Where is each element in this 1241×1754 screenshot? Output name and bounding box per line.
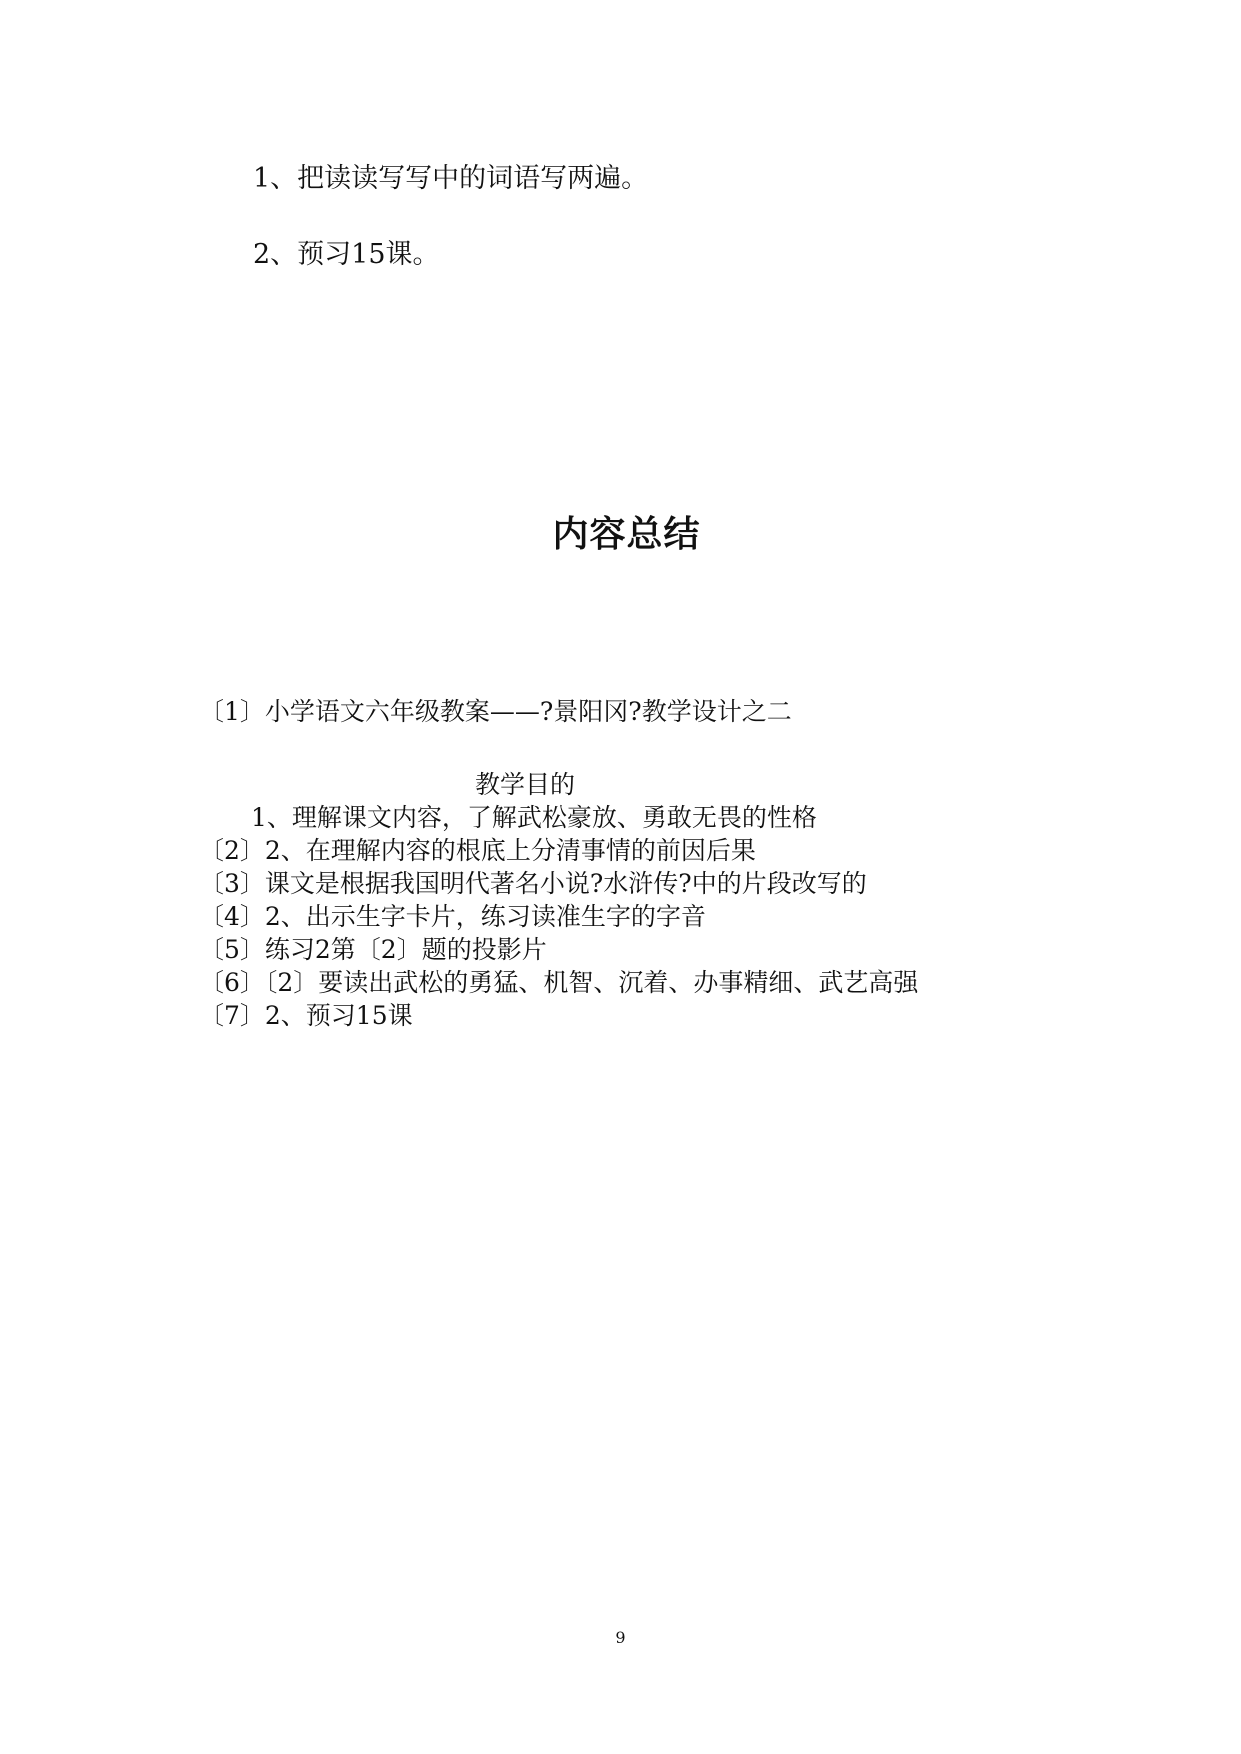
section-title-text: 内容总结	[552, 514, 701, 555]
summary-subheading: 教学目的	[475, 770, 576, 799]
summary-item-5: 〔5〕练习2第〔2〕题的投影片	[199, 935, 547, 964]
summary-list	[199, 695, 918, 1032]
summary-item-4: 〔4〕2、出示生字卡片，练习读准生字的字音	[199, 902, 706, 931]
page-number: 9	[615, 1628, 626, 1647]
summary-objective-1: 1、理解课文内容，了解武松豪放、勇敢无畏的性格	[251, 803, 817, 832]
section-title	[0, 512, 1241, 558]
summary-item-7: 〔7〕2、预习15课	[199, 1001, 413, 1030]
summary-item-2: 〔2〕2、在理解内容的根底上分清事情的前因后果	[199, 836, 756, 865]
summary-item-6: 〔6〕〔2〕要读出武松的勇猛、机智、沉着、办事精细、武艺高强	[199, 968, 919, 997]
summary-item-3: 〔3〕课文是根据我国明代著名小说?水浒传?中的片段改写的	[199, 869, 867, 898]
homework-item-2: 2、预习15课。	[253, 239, 440, 270]
summary-item-1: 〔1〕小学语文六年级教案——?景阳冈?教学设计之二	[199, 697, 792, 726]
homework-item-1: 1、把读读写写中的词语写两遍。	[253, 163, 649, 194]
